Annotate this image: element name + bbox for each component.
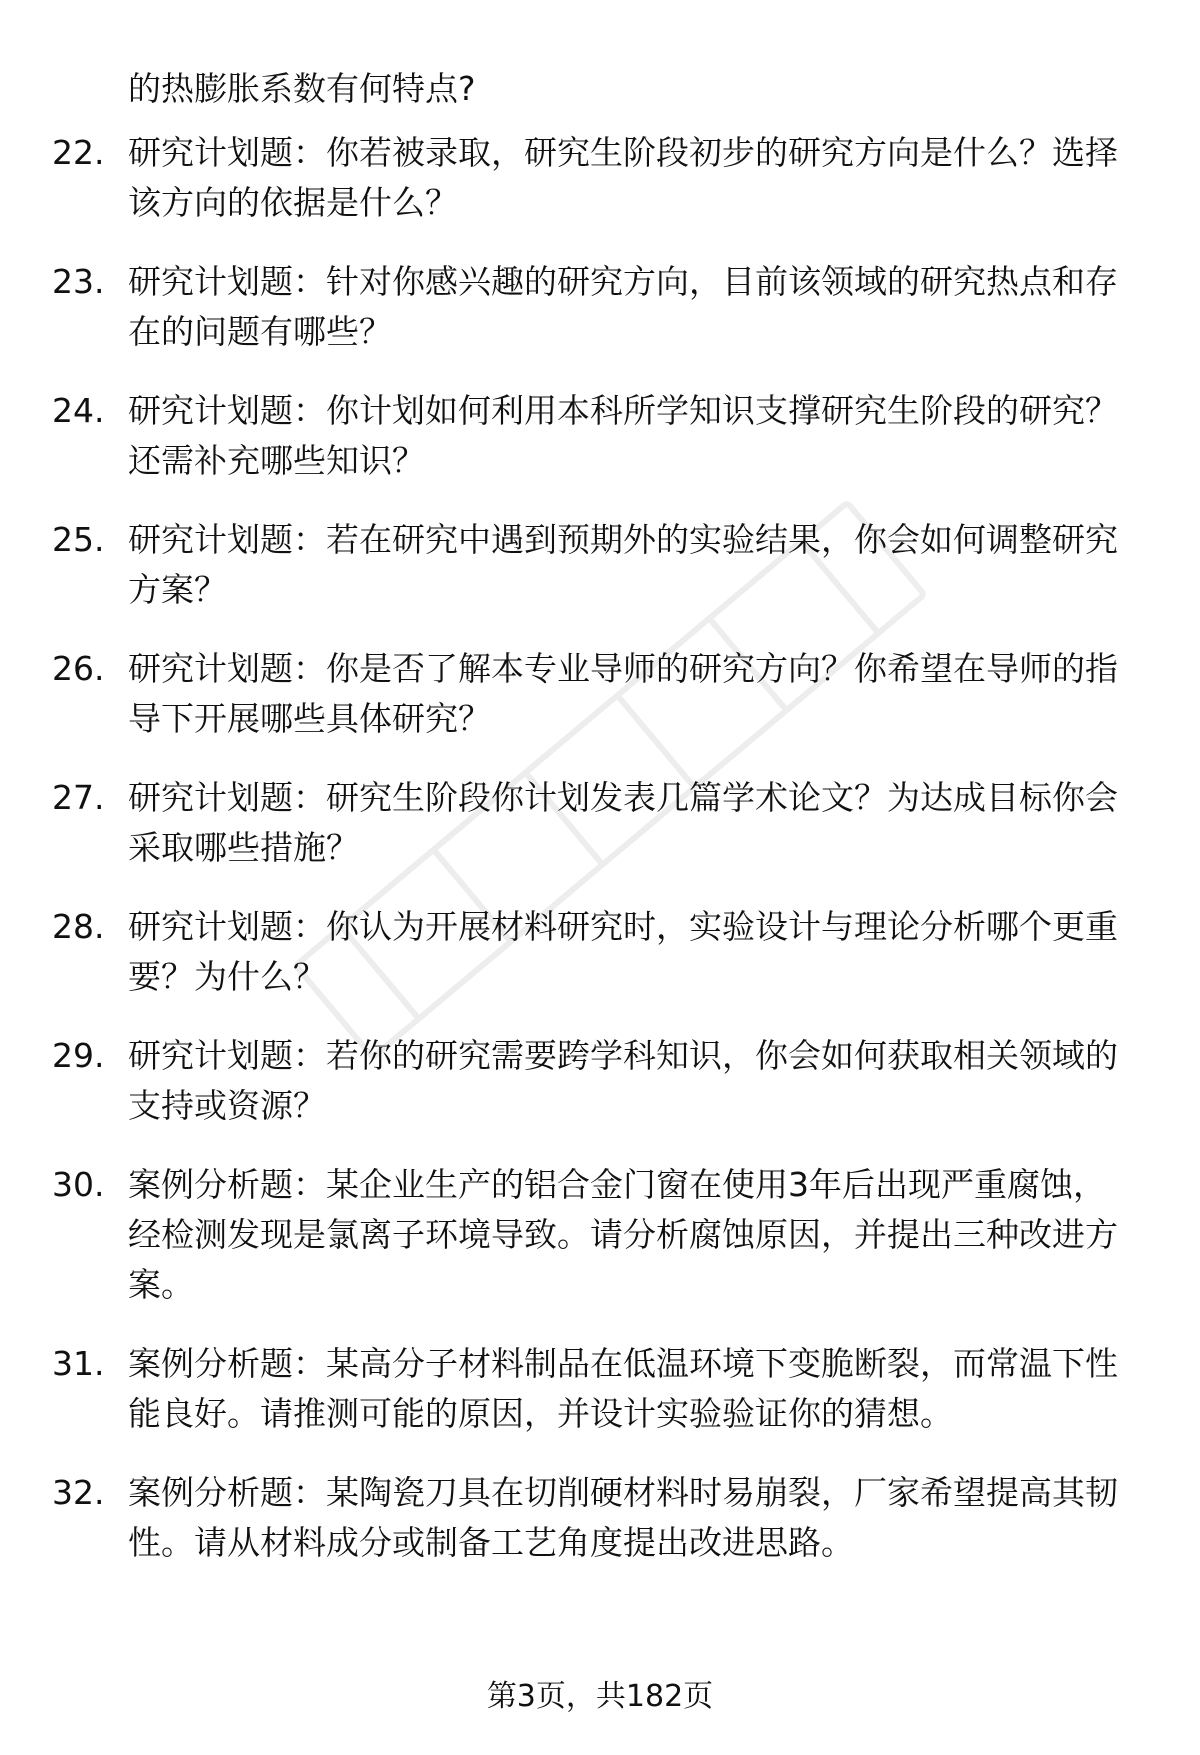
question-list	[52, 128, 1142, 1597]
question-number: 32.	[52, 1473, 105, 1512]
question-text: 研究计划题：若你的研究需要跨学科知识，你会如何获取相关领域的支持或资源？	[128, 1036, 1118, 1125]
question-text: 研究计划题：针对你感兴趣的研究方向，目前该领域的研究热点和存在的问题有哪些？	[128, 262, 1118, 351]
question-item	[52, 1031, 1142, 1131]
question-item	[52, 902, 1142, 1002]
question-text: 研究计划题：若在研究中遇到预期外的实验结果，你会如何调整研究方案？	[128, 520, 1118, 609]
question-item	[52, 644, 1142, 744]
question-text: 案例分析题：某企业生产的铝合金门窗在使用3年后出现严重腐蚀，经检测发现是氯离子环境导致。请分析腐蚀原因，并提出三种改进方案。	[128, 1165, 1118, 1304]
question-item	[52, 773, 1142, 873]
question-text: 研究计划题：你若被录取，研究生阶段初步的研究方向是什么？选择该方向的依据是什么？	[128, 133, 1118, 222]
question-number: 26.	[52, 649, 105, 688]
question-number: 27.	[52, 778, 105, 817]
question-item	[52, 1468, 1142, 1568]
question-number: 29.	[52, 1036, 105, 1075]
question-item	[52, 1160, 1142, 1310]
question-number: 25.	[52, 520, 105, 559]
continued-question-text: 的热膨胀系数有何特点?	[128, 69, 476, 108]
question-item	[52, 128, 1142, 228]
question-text: 研究计划题：你计划如何利用本科所学知识支撑研究生阶段的研究？还需补充哪些知识？	[128, 391, 1118, 480]
question-number: 31.	[52, 1344, 105, 1383]
question-number: 24.	[52, 391, 105, 430]
question-item	[52, 257, 1142, 357]
question-text: 案例分析题：某高分子材料制品在低温环境下变脆断裂，而常温下性能良好。请推测可能的原因，并设计实验验证你的猜想。	[128, 1344, 1118, 1433]
question-number: 28.	[52, 907, 105, 946]
question-text: 研究计划题：你是否了解本专业导师的研究方向？你希望在导师的指导下开展哪些具体研究？	[128, 649, 1118, 738]
question-text: 案例分析题：某陶瓷刀具在切削硬材料时易崩裂，厂家希望提高其韧性。请从材料成分或制备工艺角度提出改进思路。	[128, 1473, 1118, 1562]
question-text: 研究计划题：你认为开展材料研究时，实验设计与理论分析哪个更重要？为什么？	[128, 907, 1118, 996]
question-number: 22.	[52, 133, 105, 172]
page-footer: 第3页，共182页	[486, 1679, 714, 1714]
question-number: 23.	[52, 262, 105, 301]
question-item	[52, 386, 1142, 486]
question-text: 研究计划题：研究生阶段你计划发表几篇学术论文？为达成目标你会采取哪些措施？	[128, 778, 1118, 867]
question-number: 30.	[52, 1165, 105, 1204]
question-item	[52, 1339, 1142, 1439]
question-item	[52, 515, 1142, 615]
